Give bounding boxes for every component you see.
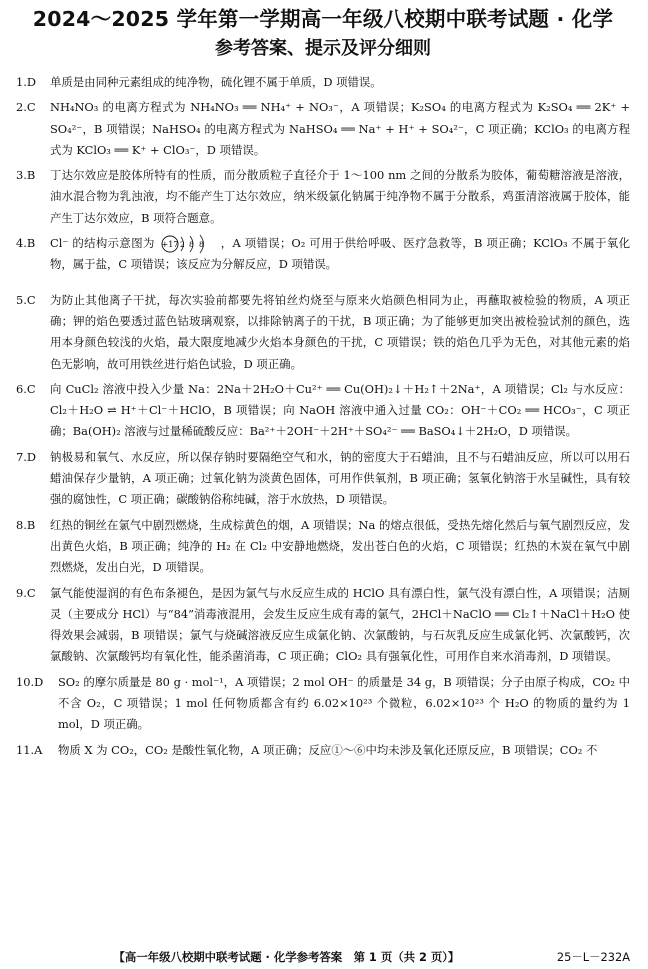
answer-text: 钠极易和氧气、水反应，所以保存钠时要隔绝空气和水，钠的密度大于石蜡油，且不与石蜡油反应，所以可以用石蜡油保存少量钠，A 项正确；过氧化钠为淡黄色固体，可用作供氧剂，B 项正确；氢氧化钠溶于水呈碱性，具有较强的腐蚀性，C 项正确；碳酸钠俗称纯碱，溶于水放热，D 项错误。 [50, 449, 630, 507]
footer-page-info: 【高一年级八校期中联考试题 · 化学参考答案 第 1 页（共 2 页）】 [113, 950, 460, 964]
page-subtitle: 参考答案、提示及评分细则 [215, 38, 431, 59]
answer-text: SO₂ 的摩尔质量是 80 g · mol⁻¹，A 项错误；2 mol OH⁻ 的质量是 34 g，B 项错误；分子由原子构成，CO₂ 中不含 O₂，C 项错误；1 mol 任何物质都含有约 6.02×10²³ 个微粒，6.02×10²³ 个 H₂O 的物质的量约为 1 mol，D 项正确。 [58, 674, 630, 732]
answer-item-1 [16, 72, 630, 93]
answer-item-11 [16, 740, 630, 761]
answer-item-10 [16, 672, 630, 736]
answer-item-4 [16, 233, 630, 276]
footer-paper-code: 25－L－232A [556, 950, 630, 964]
page-footer [16, 949, 630, 965]
chloride-structure-diagram [159, 234, 217, 254]
answer-text: 红热的铜丝在氯气中剧烈燃烧，生成棕黄色的烟，A 项错误；Na 的熔点很低，受热先熔化然后与氧气剧烈反应，发出黄色火焰，B 项正确；纯净的 H₂ 在 Cl₂ 中安静地燃烧，发出苍白色的火焰，C 项错误；红热的木炭在氧气中剧烈燃烧，发出白光，D 项错误。 [50, 517, 630, 575]
answer-item-2 [16, 97, 630, 161]
answer-text: 为防止其他离子干扰，每次实验前都要先将铂丝灼烧至与原来火焰颜色相同为止，再蘸取被检验的物质，A 项正确；钾的焰色要透过蓝色钴玻璃观察，以排除钠离子的干扰，B 项正确；为了能够更加突出被检验试剂的颜色，选用本身颜色较浅的火焰，最大限度地减少火焰本身颜色的干扰，C 项错误；铁的焰色几乎为无色，对其他元素的焰色无影响，故可用铁丝进行焰色试验，D 项正确。 [50, 292, 630, 371]
answer-list [16, 72, 630, 761]
shell-electrons-1: 2 [179, 240, 185, 250]
answer-number: 6.C [16, 381, 36, 396]
answer-number: 8.B [16, 517, 36, 532]
answer-item-3 [16, 165, 630, 229]
answer-number: 5.C [16, 292, 36, 307]
answer-text [50, 233, 630, 276]
answer-number: 3.B [16, 168, 36, 183]
shell-electrons-3: 8 [198, 240, 204, 250]
answer-number: 7.D [16, 449, 37, 464]
answer-item-7 [16, 447, 630, 511]
answer-text: 丁达尔效应是胶体所特有的性质，而分散质粒子直径介于 1～100 nm 之间的分散系为胶体，葡萄糖溶液是溶液，油水混合物为乳浊液，均不能产生丁达尔效应，纳米级氯化钠属于纯净物不属于分散系，鸡蛋清溶液属于胶体，能产生丁达尔效应，B 项符合题意。 [50, 168, 630, 225]
answer-text: 物质 X 为 CO₂，CO₂ 是酸性氧化物，A 项正确；反应①～⑥中均未涉及氧化还原反应，B 项错误；CO₂ 不 [58, 742, 598, 757]
answer-item-8 [16, 515, 630, 579]
shell-electrons-2: 8 [188, 240, 194, 250]
answer-number: 10.D [16, 674, 44, 689]
answer-number: 2.C [16, 100, 36, 115]
page-title: 2024～2025 学年第一学期高一年级八校期中联考试题 · 化学 [32, 7, 614, 31]
answer-number: 11.A [16, 742, 43, 757]
answer-item-9 [16, 583, 630, 668]
answer-text-pre: Cl⁻ 的结构示意图为 [50, 236, 155, 251]
answer-text: NH₄NO₃ 的电离方程式为 NH₄NO₃ ══ NH₄⁺ + NO₃⁻，A 项错误；K₂SO₄ 的电离方程式为 K₂SO₄ ══ 2K⁺ + SO₄²⁻，B 项错误；NaHSO₄ 的电离方程式为 NaHSO₄ ══ Na⁺ + H⁺ + SO₄²⁻，C 项正确；KClO₃ 的电离方程式为 KClO₃ ══ K⁺ + ClO₃⁻，D 项错误。 [50, 100, 630, 157]
answer-text: 氯气能使湿润的有色布条褪色，是因为氯气与水反应生成的 HClO 具有漂白性，氯气没有漂白性，A 项错误；洁厕灵（主要成分 HCl）与“84”消毒液混用，会发生反应生成有毒的氯气，2HCl＋NaClO ══ Cl₂↑＋NaCl＋H₂O 使得效果会减弱，B 项错误；氯气与烧碱溶液反应生成氯化钠、次氯酸钠，与石灰乳反应生成氯化钙、次氯酸钙，次氯酸钠、次氯酸钙均有氧化性，能杀菌消毒，C 项正确；ClO₂ 具有强氧化性，可用作自来水消毒剂，D 项错误。 [50, 585, 630, 664]
answer-text-post: ，A 项错误；O₂ 可用于供给呼吸、医疗急救等，B 项正确；KClO₃ 不属于氧化物，属于盐，C 项错误；该反应为分解反应，D 项错误。 [50, 236, 630, 272]
answer-text: 单质是由同种元素组成的纯净物，硫化锂不属于单质，D 项错误。 [50, 75, 382, 89]
answer-number: 1.D [16, 75, 37, 89]
answer-item-5 [16, 290, 630, 375]
answer-text: 向 CuCl₂ 溶液中投入少量 Na：2Na＋2H₂O＋Cu²⁺ ══ Cu(OH)₂↓＋H₂↑＋2Na⁺，A 项错误；Cl₂ 与水反应：Cl₂＋H₂O ⇌ H⁺＋Cl⁻＋HClO，B 项错误；向 NaOH 溶液中通入过量 CO₂：OH⁻＋CO₂ ══ HCO₃⁻，C 项正确；Ba(OH)₂ 溶液与过量稀硫酸反应：Ba²⁺＋2OH⁻＋2H⁺＋SO₄²⁻ ══ BaSO₄↓＋2H₂O，D 项错误。 [50, 381, 630, 439]
nucleus-charge: +17 [161, 240, 179, 250]
answer-item-6 [16, 379, 630, 443]
answer-number: 4.B [16, 236, 36, 251]
answer-number: 9.C [16, 585, 36, 600]
